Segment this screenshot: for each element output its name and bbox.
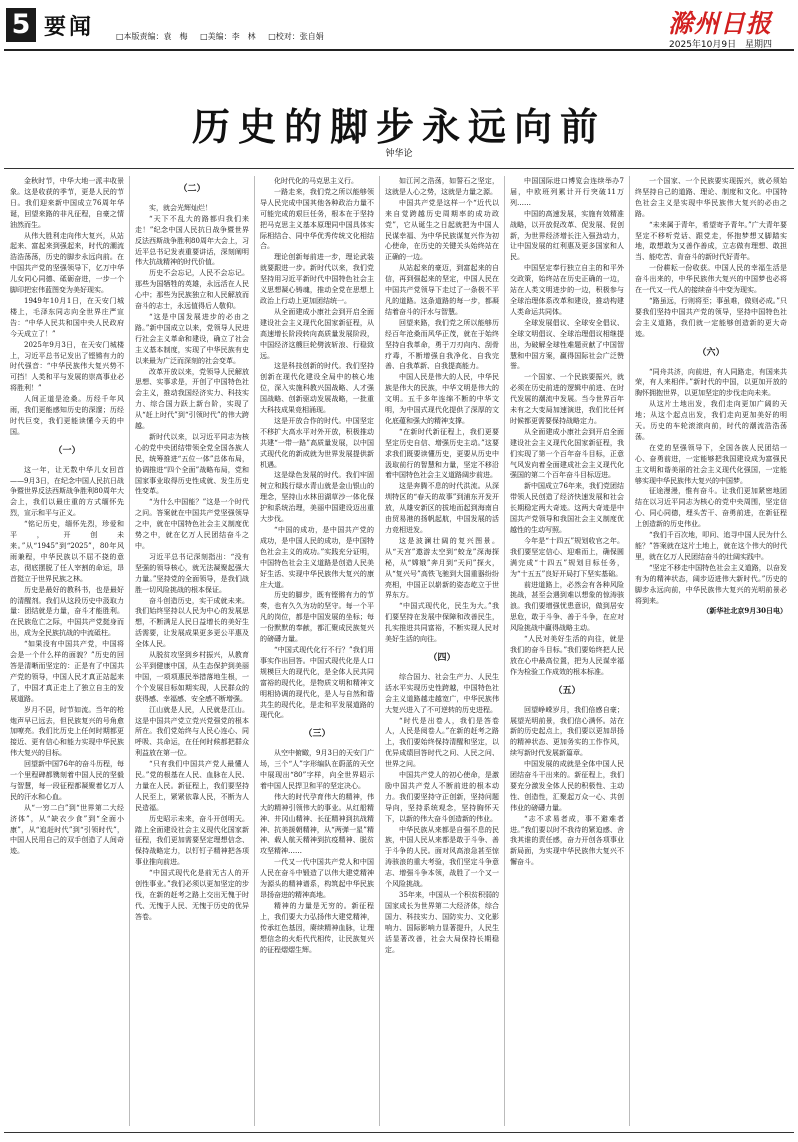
article-paragraph: “为什么中国能？”这是一个时代之问。答案就在中国共产党坚强领导之中，就在中国特色社会主义制度优势之中，就在亿万人民团结奋斗之中。 (135, 498, 249, 550)
article-paragraph: “中国式现代化行不行？”我们用事实作出回答。中国式现代化是人口规模巨大的现代化，是全体人民共同富裕的现代化，是物质文明和精神文明相协调的现代化，是人与自然和谐共生的现代化，是走和平发展道路的现代化。 (260, 645, 374, 720)
article-paragraph: “中国式现代化是前无古人的开创性事业。”我们必须以更加坚定的步伐，在新的赶考之路上交出无愧于时代、无愧于人民、无愧于历史的优异答卷。 (135, 869, 249, 921)
article-paragraph: 35年来，中国从一个积贫积弱的国家成长为世界第二大经济体，综合国力、科技实力、国防实力、文化影响力、国际影响力显著提升，人民生活显著改善，社会大局保持长期稳定。 (385, 891, 499, 954)
paragraph-group (510, 176, 624, 678)
article-paragraph: 新时代以来，以习近平同志为核心的党中央团结带领全党全国各族人民，统筹推进“五位一体”总体布局，协调推进“四个全面”战略布局，党和国家事业取得历史性成就、发生历史性变革。 (135, 432, 249, 496)
article-paragraph: 这是奔腾不息的时代洪流。从深圳特区的“春天的故事”到浦东开发开放，从雄安新区的拔地而起到海南自由贸易港的扬帆起航，中国发展的活力竞相迸发。 (385, 482, 499, 534)
paragraph-group (260, 748, 374, 955)
article-paragraph: 征途漫漫，惟有奋斗。让我们更加紧密地团结在以习近平同志为核心的党中央周围，坚定信心、同心同德，埋头苦干、奋勇前进，在新征程上创造新的历史伟业。 (635, 487, 787, 529)
article-paragraph: “路虽远，行则将至；事虽难，做则必成。”只要我们坚持中国共产党的领导，坚持中国特色社会主义道路，我们就一定能够创造新的更大奇迹。 (635, 296, 787, 338)
article-paragraph: 回望新中国76年的奋斗历程，每一个里程碑都镌刻着中国人民的坚毅与智慧，每一段征程都凝聚着亿万人民的汗水和心血。 (10, 760, 124, 801)
page-number: 5 (6, 8, 36, 42)
section-heading-6: （六） (697, 347, 725, 358)
article-paragraph: “天下不乱大的路都归我们来走！”纪念中国人民抗日战争暨世界反法西斯战争胜利80周年大会上，习近平总书记发表重要讲话，深刻阐明伟大抗战精神的时代价值。 (135, 214, 249, 267)
article-paragraph: “时代是出卷人，我们是答卷人，人民是阅卷人。”在新的赶考之路上，我们要始终保持清醒和坚定，以优异成绩回答时代之问、人民之问、世界之问。 (385, 716, 499, 769)
article-paragraph: 这一年，让无数中华儿女回首——9月3日，在纪念中国人民抗日战争暨世界反法西斯战争胜利80周年大会上，我们以最庄重的方式缅怀先烈，宣示和平与正义。 (10, 465, 124, 518)
article-paragraph: “中国式现代化，民生为大。”我们要坚持在发展中保障和改善民生，扎实推进共同富裕，不断实现人民对美好生活的向往。 (385, 602, 499, 644)
article-paragraph: 从空中俯瞰，9月3日的天安门广场，三个“人”字形编队在蔚蓝的天空中展现出“80”字样，向全世界昭示着中国人民捍卫和平的坚定决心。 (260, 749, 374, 790)
paragraph-group (260, 176, 374, 721)
article-paragraph: 这是开放合作的时代。中国坚定不移扩大高水平对外开放，积极推动共建“一带一路”高质量发展，以中国式现代化的新成就为世界发展提供新机遇。 (260, 416, 374, 469)
article-column-4 (385, 176, 499, 1126)
article-column-3 (260, 176, 374, 1126)
article-paragraph: “铭记历史，缅怀先烈，珍爱和平，开创未来。”从“1945”到“2025”，80年风雨兼程，中华民族以不屈不挠的意志，彻底摆脱了任人宰割的命运，昂首挺立于世界民族之林。 (10, 520, 124, 583)
article-paragraph: 实，就会光辉灿烂！ (149, 203, 212, 212)
article-paragraph: 奋斗创造历史，实干成就未来。我们始终坚持以人民为中心的发展思想，不断满足人民日益增长的美好生活需要，让发展成果更多更公平惠及全体人民。 (135, 596, 249, 649)
article-paragraph: “中国的成功，是中国共产党的成功，是中国人民的成功，是中国特色社会主义的成功。”实践充分证明，中国特色社会主义道路是创造人民美好生活、实现中华民族伟大复兴的康庄大道。 (260, 526, 374, 589)
paragraph-group (635, 367, 787, 607)
column-divider (504, 176, 505, 1126)
article-paragraph: 从脱贫攻坚到乡村振兴，从教育公平到健康中国，从生态保护到美丽中国，一项项惠民举措落地生根，一个个发展目标如期实现，人民群众的获得感、幸福感、安全感不断增强。 (135, 651, 249, 703)
article-paragraph: “坚定不移走中国特色社会主义道路，以奋发有为的精神状态，阔步迈进伟大新时代。”历史的脚步永远向前，中华民族伟大复兴的光明前景必将到来。 (635, 563, 787, 605)
date-text: 2025年10月9日 (669, 40, 737, 50)
article-paragraph: 1949年10月1日，在天安门城楼上，毛泽东同志向全世界庄严宣告：“中华人民共和国中央人民政府今天成立了！” (10, 296, 124, 338)
article-paragraph: 习近平总书记深刻指出：“没有坚强的领导核心，就无法凝聚起强大力量。”坚持党的全面领导，是我们战胜一切风险挑战的根本保证。 (135, 552, 249, 594)
article-paragraph: 历史是最好的教科书，也是最好的清醒剂。我们从这段历史中汲取力量：团结就是力量，奋斗才能胜利。在民族危亡之际，中国共产党挺身而出，成为全民族抗战的中流砥柱。 (10, 585, 124, 638)
article-paragraph: 这是科技创新的时代。我们坚持创新在现代化建设全局中的核心地位，深入实施科教兴国战略、人才强国战略、创新驱动发展战略，一批重大科技成果竞相涌现。 (260, 362, 374, 415)
paragraph-group (135, 203, 249, 923)
article-paragraph: 中华民族从来都是自强不息的民族，中国人民从来都是敢于斗争、善于斗争的人民。面对风高浪急甚至惊涛骇浪的重大考验，我们坚定斗争意志、增强斗争本领，战胜了一个又一个风险挑战。 (385, 825, 499, 889)
column-divider (254, 176, 255, 1126)
title-rule (4, 168, 794, 169)
article-paragraph: 岁月不居，时节如流。当年的枪炮声早已远去，但民族复兴的号角愈加嘹亮。我们比历史上任何时期都更接近、更有信心和能力实现中华民族伟大复兴的目标。 (10, 705, 124, 758)
article-paragraph: 理论创新每前进一步，理论武装就要跟进一步。新时代以来，我们党坚持用习近平新时代中国特色社会主义思想凝心铸魂，推动全党在思想上政治上行动上更加团结统一。 (260, 253, 374, 305)
article-paragraph: 中国国际进口博览会连续举办7届，中欧班列累计开行突破11万列…… (510, 177, 624, 207)
paragraph-group (10, 465, 124, 858)
weekday-text: 星期四 (744, 40, 772, 50)
article-column-5 (510, 176, 624, 1126)
header-rule (4, 49, 794, 51)
column-divider (129, 176, 130, 1126)
article-paragraph: 中国的高速发展，实施有效精准战略，以开放促改革、促发展、促创新，为世界经济增长注入强劲动力，让中国发展的红利惠及更多国家和人民。 (510, 209, 624, 262)
article-paragraph: 这是波澜壮阔的复兴图景。从“天宫”遨游太空到“蛟龙”深海探秘，从“嫦娥”奔月到“天问”探火，从“复兴号”高铁飞驰到大国重器纷纷亮相，中国正以崭新的姿态屹立于世界东方。 (385, 536, 499, 600)
paragraph-group (385, 176, 499, 645)
article-paragraph: 中国人民是伟大的人民，中华民族是伟大的民族，中华文明是伟大的文明。五千多年连绵不断的中华文明，为中国式现代化提供了深厚的文化底蕴和强大的精神支撑。 (385, 373, 499, 425)
article-byline: 钟华论 (385, 149, 413, 159)
section-heading-5: （五） (553, 685, 581, 696)
article-paragraph: “只有我们中国共产党人最懂人民。”党的根基在人民、血脉在人民、力量在人民。新征程上，我们要坚持人民至上，紧紧依靠人民，不断为人民造福。 (135, 760, 249, 812)
article-paragraph: 一代又一代中国共产党人和中国人民在奋斗中锻造了以伟大建党精神为源头的精神谱系，构筑起中华民族昂扬奋进的精神高地。 (260, 858, 374, 899)
column-divider (629, 176, 630, 1126)
article-paragraph: 回望峥嵘岁月，我们倍感自豪；展望光明前景，我们信心满怀。站在新的历史起点上，我们要以更加昂扬的精神状态、更加务实的工作作风，续写新时代发展新篇章。 (510, 705, 624, 758)
paragraph-group (385, 672, 499, 956)
article-paragraph: 从“一穷二白”到“世界第二大经济体”，从“缺衣少食”到“全面小康”，从“追赶时代”到“引领时代”，中国人民用自己的双手创造了人间奇迹。 (10, 803, 124, 856)
article-paragraph: 这是绿色发展的时代。我们牢固树立和践行绿水青山就是金山银山的理念，坚持山水林田湖草沙一体化保护和系统治理，美丽中国建设迈出重大步伐。 (260, 471, 374, 524)
article-paragraph: 历史的脚步，既有铿锵有力的节奏，也有久久为功的坚守。每一个平凡的岗位，都是中国发展的坐标；每一份默默的奉献，都汇聚成民族复兴的磅礴力量。 (260, 591, 374, 644)
article-paragraph: 从伟大胜利走向伟大复兴，从站起来、富起来到强起来，时代的潮流浩浩荡荡，历史的脚步永远向前。在中国共产党的坚强领导下，亿万中华儿女同心同德、砥砺奋进，一步一个脚印把宏伟蓝图变为美好现实。 (10, 231, 124, 295)
article-paragraph: “我们千百次地，叩问、追寻中国人民为什么能？”答案就在这片土地上，就在这个伟大的时代里，就在亿万人民团结奋斗的壮阔实践中。 (635, 531, 787, 561)
article-signoff: （新华社北京9月30日电） (702, 606, 787, 616)
article-paragraph: 改革开放以来，党领导人民解放思想、实事求是，开创了中国特色社会主义，推动我国经济实力、科技实力、综合国力跃上新台阶，实现了从“赶上时代”到“引领时代”的伟大跨越。 (135, 367, 249, 431)
article-paragraph: 中国坚定奉行独立自主的和平外交政策，始终站在历史正确的一边，站在人类文明进步的一边，积极参与全球治理体系改革和建设，推动构建人类命运共同体。 (510, 264, 624, 316)
article-paragraph: “人民对美好生活的向往，就是我们的奋斗目标。”我们要始终把人民放在心中最高位置，把为人民谋幸福作为检验工作成效的根本标准。 (510, 635, 624, 676)
article-column-6 (635, 176, 787, 1126)
section-title: 要闻 (44, 15, 95, 40)
section-heading-2: （二） (178, 184, 206, 194)
article-paragraph: “这是中国发展进步的必由之路。”新中国成立以来，党领导人民进行社会主义革命和建设，确立了社会主义基本制度，实现了中华民族有史以来最为广泛而深刻的社会变革。 (135, 312, 249, 365)
article-headline: 历史的脚步永远向前 (191, 105, 606, 149)
article-paragraph: 从站起来的豪迈，到富起来的自信，再到强起来的坚定，中国人民在中国共产党领导下走过了一条极不平凡的道路。这条道路的每一步，都凝结着奋斗的汗水与智慧。 (385, 264, 499, 316)
editor-credits (116, 31, 334, 42)
article-paragraph: 历史不会忘记，人民不会忘记。那些为国牺牲的英雄，永远活在人民心中；那些为民族独立和人民解放而奋斗的志士，永远值得后人敬仰。 (135, 269, 249, 311)
article-paragraph: “如果没有中国共产党，中国将会是一个什么样的面貌？”历史的回答是清晰而坚定的：正是有了中国共产党的领导，中国人民才真正站起来了，中国才真正走上了独立自主的发展道路。 (10, 640, 124, 703)
article-paragraph: “志不求易者成，事不避难者进。”我们要以时不我待的紧迫感、舍我其谁的责任感，奋力开创各项事业新局面，为实现中华民族伟大复兴不懈奋斗。 (510, 814, 624, 867)
article-paragraph: 江山就是人民，人民就是江山。这是中国共产党立党兴党强党的根本所在。我们党始终与人民心连心、同呼吸、共命运，在任何时候都把群众利益放在第一位。 (135, 705, 249, 758)
footer-rule (4, 1132, 794, 1133)
editor-credit: □本版责编：袁 梅 (116, 32, 188, 41)
article-paragraph: 从全面建成小康社会到开启全面建设社会主义现代化国家新征程，我们实现了第一个百年奋斗目标，正意气风发向着全面建成社会主义现代化强国的第二个百年奋斗目标迈进。 (510, 427, 624, 480)
section-heading-3: （三） (303, 729, 331, 740)
article-paragraph: 一路走来，我们党之所以能够领导人民完成中国其他各种政治力量不可能完成的艰巨任务，根本在于坚持把马克思主义基本原理同中国具体实际相结合、同中华优秀传统文化相结合。 (260, 187, 374, 251)
article-paragraph: 中国共产党人的初心使命，是激励中国共产党人不断前进的根本动力。我们要坚持守正创新，坚持问题导向，坚持系统观念，坚持胸怀天下，以新的伟大奋斗创造新的伟业。 (385, 771, 499, 823)
paragraph-group (510, 705, 624, 869)
article-paragraph: 金秋时节，中华大地一派丰收景象。这是收获的季节，更是人民的节日。我们迎来新中国成立76周年华诞，回望来路的非凡征程，自豪之情油然而生。 (10, 177, 124, 229)
article-paragraph: 新中国成立76年来，我们党团结带领人民创造了经济快速发展和社会长期稳定两大奇迹。这两大奇迹是中国共产党领导和我国社会主义制度优越性的生动写照。 (510, 482, 624, 534)
column-divider (379, 176, 380, 1126)
article-paragraph: 中国发展的成就是全体中国人民团结奋斗干出来的。新征程上，我们要充分激发全体人民的积极性、主动性、创造性，汇聚起万众一心、共创伟业的磅礴力量。 (510, 760, 624, 812)
section-heading-1: （一） (53, 445, 81, 456)
article-paragraph: “在新时代新征程上，我们更要坚定历史自信、增强历史主动。”这要求我们既要读懂历史，更要从历史中汲取前行的智慧和力量，坚定不移沿着中国特色社会主义道路阔步前进。 (385, 427, 499, 480)
article-paragraph: 精神的力量是无穷的。新征程上，我们要大力弘扬伟大建党精神，传承红色基因，赓续精神血脉，让理想信念的火炬代代相传，让民族复兴的征程熠熠生辉。 (260, 901, 374, 954)
article-paragraph: “同舟共济，向前进，有人同路走，有国来共荣，有人来相伴。”新时代的中国，以更加开放的胸怀拥抱世界，以更加坚定的步伐走向未来。 (635, 367, 787, 398)
article-paragraph: 一个国家、一个民族要实现振兴，就必须始终坚持自己的道路、理论、制度和文化。中国特色社会主义是实现中华民族伟大复兴的必由之路。 (635, 177, 787, 218)
article-paragraph: 如江河之浩荡，如誓石之坚定，这就是人心之势，这就是力量之源。 (385, 177, 499, 196)
designer-credit: □美编：李 林 (200, 32, 256, 41)
article-paragraph: 综合国力、社会生产力、人民生活水平实现历史性跨越，中国特色社会主义道路越走越宽广，中华民族伟大复兴进入了不可逆转的历史进程。 (385, 672, 499, 714)
article-paragraph: 一份耕耘一份收获。中国人民的幸福生活是奋斗出来的，中华民族伟大复兴的中国梦也必将在一代又一代人的接续奋斗中变为现实。 (635, 264, 787, 295)
article-paragraph: 人间正道是沧桑。历经千年风雨，我们更能感知历史的深邃；历经时代巨变，我们更能读懂今天的中国。 (10, 395, 124, 436)
newspaper-masthead-logo: 滁州日报 (667, 9, 772, 38)
article-paragraph: 在党的坚强领导下，全国各族人民团结一心、奋勇前进，一定能够把我国建设成为富强民主文明和谐美丽的社会主义现代化强国，一定能够实现中华民族伟大复兴的中国梦。 (635, 443, 787, 485)
article-paragraph: 从全面建成小康社会到开启全面建设社会主义现代化国家新征程，从高速增长阶段转向高质量发展阶段，中国经济这艘巨轮劈波斩浪、行稳致远。 (260, 307, 374, 360)
article-paragraph: 一个国家、一个民族要振兴，就必须在历史前进的逻辑中前进、在时代发展的潮流中发展。当今世界百年未有之大变局加速演进，我们比任何时候都更需要保持战略定力。 (510, 373, 624, 425)
article-paragraph: 历史昭示未来，奋斗开创明天。踏上全面建设社会主义现代化国家新征程，我们更加需要坚定理想信念、保持战略定力，以钉钉子精神把各项事业推向前进。 (135, 814, 249, 867)
article-paragraph: “未来属于青年，希望寄予青年。”广大青年要坚定不移听党话、跟党走，怀抱梦想又脚踏实地，敢想敢为又善作善成，立志做有理想、敢担当、能吃苦、肯奋斗的新时代好青年。 (635, 220, 787, 262)
article-paragraph: 从这片土地出发，我们走向更加广阔的天地；从这个起点出发，我们走向更加美好的明天。历史的车轮滚滚向前，时代的潮流浩浩荡荡。 (635, 400, 787, 441)
paragraph-group (10, 176, 124, 438)
article-paragraph: 前进道路上，必然会有各种风险挑战，甚至会遇到难以想象的惊涛骇浪。我们要增强忧患意识，做到居安思危，敢于斗争、善于斗争，在应对风险挑战中赢得战略主动。 (510, 580, 624, 633)
article-paragraph: 化时代化的马克思主义行。 (274, 177, 358, 185)
paragraph-group (635, 176, 787, 340)
article-column-1 (10, 176, 124, 1126)
article-paragraph: 伟大的时代孕育伟大的精神，伟大的精神引领伟大的事业。从红船精神、井冈山精神、长征精神到抗战精神、抗美援朝精神，从“两弹一星”精神、载人航天精神到抗疫精神、脱贫攻坚精神…… (260, 792, 374, 856)
article-paragraph: 全球发展倡议、全球安全倡议、全球文明倡议、全球治理倡议相继提出，为破解全球性难题贡献了中国智慧和中国方案，赢得国际社会广泛赞誉。 (510, 318, 624, 371)
article-column-2 (135, 176, 249, 1126)
article-paragraph: 2025年9月3日，在天安门城楼上，习近平总书记发出了铿锵有力的时代强音：“中华民族伟大复兴势不可挡！人类和平与发展的崇高事业必将胜利！” (10, 340, 124, 393)
section-heading-4: （四） (428, 652, 456, 663)
article-paragraph: 中国共产党是这样一个“近代以来自觉跨越历史周期率的成功政党”，它从诞生之日起就把为中国人民谋幸福、为中华民族谋复兴作为初心使命，在历史的关键关头始终站在正确的一边。 (385, 198, 499, 262)
article-paragraph: 今年是“十四五”规划收官之年。我们要坚定信心、迎难而上，确保圆满完成“十四五”规划目标任务，为“十五五”良好开局打下坚实基础。 (510, 536, 624, 578)
proofreader-credit: □校对：张自娟 (268, 32, 324, 41)
page-header (0, 0, 798, 58)
article-paragraph: 回望来路，我们党之所以能够历经百年沧桑而风华正茂，就在于始终坚持自我革命，勇于刀刃向内、刮骨疗毒，不断增强自我净化、自我完善、自我革新、自我提高能力。 (385, 318, 499, 371)
